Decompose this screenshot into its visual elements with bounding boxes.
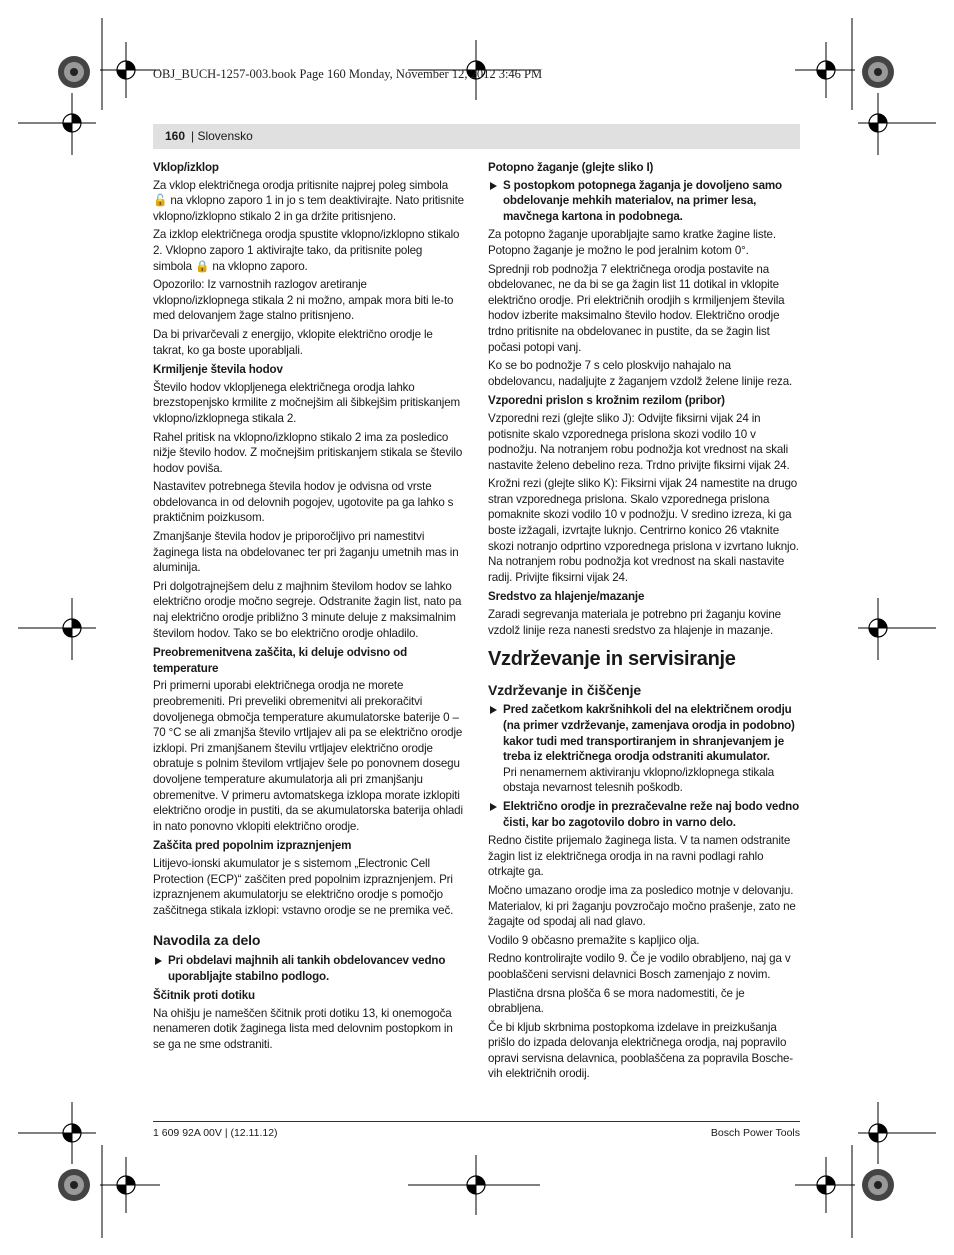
bullet-item: Pri obdelavi majhnih ali tankih obdelovancev vedno uporabljajte stabilno podlogo. (153, 953, 464, 984)
heading-zascita: Zaščita pred popolnim izpraznjenjem (153, 839, 352, 853)
paragraph: Zmanjšanje števila hodov je priporočljivo pri namestitvi žaginega lista na obdelovanec ter pri žaganju umetnih mas in aluminija. (153, 530, 459, 575)
paragraph: Sprednji rob podnožja 7 električnega orodja postavite na obdelovanec, ne da bi se ga žagin list 11 dotikal in vklopite električno orodje. Pri električnih orodjih s krmiljenjem števila hodov izberite maksimalno število hodov. Električno orodje trdno pritisnite na obdelovanec in pustite, da se žagin list počasi potopi vanj. (488, 262, 785, 354)
heading-vklop: Vklop/izklop (153, 161, 219, 174)
left-column (153, 156, 464, 1055)
footer-divider (153, 1121, 800, 1122)
heading-krmiljenje: Krmiljenje števila hodov (153, 363, 283, 377)
paragraph: Na ohišju je nameščen ščitnik proti dotiku 13, ki onemogoča nenameren dotik žaginega lista med delovnim postopkom in se ga ne sme odstraniti. (153, 1006, 453, 1051)
heading-potopno: Potopno žaganje (glejte sliko I) (488, 161, 654, 174)
bullet-triangle-icon (155, 957, 162, 965)
paragraph: Število hodov vklopljenega električnega orodja lahko brezstopenjsko krmilite z močnejšim ali šibkejšim pritiskanjem vklopno/izklopnega stikala 2. (153, 380, 461, 425)
heading-vzporedni: Vzporedni prislon s krožnim rezilom (pribor) (488, 394, 725, 408)
heading-preobremenitev: Preobremenitvena zaščita, ki deluje odvisno od temperature (153, 646, 408, 675)
paragraph: Vzporedni rezi (glejte sliko J): Odvijte fiksirni vijak 24 in potisnite skalo vzporednega prislona skozi vodilo 10 v podnožju. Na notranjem robu podnožja kot vrednost na skali nastavite želeno debelino reza. Trdno privijte fiksirni vijak 24. (488, 411, 790, 472)
bullet-triangle-icon (490, 706, 497, 714)
section-name: | Slovensko (191, 129, 253, 143)
paragraph: Vodilo 9 občasno premažite s kapljico olja. (488, 933, 700, 947)
paragraph: Za izklop električnega orodja spustite vklopno/izklopno stikalo 2. Vklopno zaporo 1 aktivirajte tako, da pritisnite poleg simbola 🔒 na vklopno zaporo. (153, 228, 460, 273)
paragraph: Močno umazano orodje ima za posledico motnje v delovanju. Materialov, ki pri žaganju povzročajo močno prašenje, zato ne žagajte od spodaj ali nad glavo. (488, 883, 796, 929)
footer-doc-id: 1 609 92A 00V | (12.11.12) (153, 1127, 278, 1139)
paragraph: Ko se bo podnožje 7 s celo ploskvijo nahajalo na obdelovancu, nadaljujte z žaganjem vzdolž želene linije reza. (488, 359, 793, 388)
paragraph: Za vklop električnega orodja pritisnite najprej poleg simbola 🔓 na vklopno zaporo 1 in jo s tem deaktivirajte. Nato pritisnite vklopno/izklopno stikalo 2 in ga držite pritisnjeno. (153, 178, 464, 223)
print-slug: OBJ_BUCH-1257-003.book Page 160 Monday, November 12, 2012 3:46 PM (153, 67, 543, 81)
bullet-item: S postopkom potopnega žaganja je dovoljeno samo obdelovanje mehkih materialov, na primer lesa, mavčnega kartona in podobnega. (488, 178, 799, 225)
right-column (488, 156, 799, 1085)
footer-brand: Bosch Power Tools (710, 1127, 800, 1139)
paragraph: Krožni rezi (glejte sliko K): Fiksirni vijak 24 namestite na drugo stran vzporednega prislona. Skalo vzporednega prislona pomaknite skozi vodilo 10 v podnožju. V sredino izreza, ki ga boste izžagali, izvrtajte luknjo. Centrirno konico 26 vtaknite skozi notranjo odprtino vzporednega prislona v izvrtano luknjo. Na notranjem robu podnožja kot vrednost na skali nastavite radij. Privijte fiksirni vijak 24. (488, 477, 799, 584)
heading-vzdrzevanje: Vzdrževanje in servisiranje (488, 648, 736, 671)
heading-ciscenje: Vzdrževanje in čiščenje (488, 681, 641, 698)
paragraph: Pri primerni uporabi električnega orodja ne morete preobremeniti. Pri preveliki obremenitvi ali prekoračitvi dovoljenega območja temperature akumulatorske baterije 0 – 70 °C se ali zmanjša število vrtljajev ali pa se električno orodje izklopi. Pri zmanjšanem številu vrtljajev električno orodje obratuje s polnim številom vrtljajev šele po ponovnem dosegu dovoljene temperature akumulatorja ali pri zmanjšanju obremenitve. V primeru avtomatskega izklopa morate izklopiti električno orodje in pustiti, da se akumulatorska baterija ohladi in nato ponovno vklopiti električno orodje. (153, 679, 463, 833)
bullet-triangle-icon (490, 803, 497, 811)
bullet-item: Električno orodje in prezračevalne reže naj bodo vedno čisti, kar bo zagotovilo dobro in varno delo. (488, 799, 799, 830)
heading-scitnik: Ščitnik proti dotiku (153, 989, 255, 1003)
paragraph: Pri dolgotrajnejšem delu z majhnim številom hodov se lahko električno orodje močno segreje. Odstranite žagin list, nato pa naj električno orodje približno 3 minute deluje z maksimalnim številom hodov. Tako se bo električno orodje ohladilo. (153, 579, 462, 640)
paragraph: Litijevo-ionski akumulator je s sistemom „Electronic Cell Protection (ECP)“ zaščiten pred popolnim izpraznjenjem. Pri izpraznjenem akumulatorju se električno orodje s pomočjo zaščitnega stikala izklopi: vstavno orodje se ne premika več. (153, 856, 454, 917)
paragraph: Opozorilo: Iz varnostnih razlogov aretiranje vklopno/izklopnega stikala 2 ni možno, ampak mora biti le-to med delovanjem žage stalno pritisnjeno. (153, 278, 454, 323)
bullet-item: Pred začetkom kakršnihkoli del na električnem orodju (na primer vzdrževanje, zamenjava orodja in podobno) kakor tudi med transportiranjem in shranjevanjem je treba iz električnega orodja odstraniti akumulator. Pri nenamernem aktiviranju vklopno/izklopnega stikala obstaja nevarnost telesnih poškodb. (488, 702, 799, 796)
bullet-triangle-icon (490, 182, 497, 190)
paragraph: Redno kontrolirajte vodilo 9. Če je vodilo obrabljeno, naj ga v pooblaščeni servisni delavnici Bosch zamenjajo z novim. (488, 952, 791, 981)
page-number: 160 (165, 129, 186, 143)
paragraph: Redno čistite prijemalo žaginega lista. V ta namen odstranite žagin list iz električnega orodja in na ravni podlagi rahlo otrkajte ga. (488, 834, 791, 879)
page-header (153, 124, 800, 149)
paragraph: Zaradi segrevanja materiala je potrebno pri žaganju kovine vzdolž linije reza nanesti sredstvo za hlajenje in mazanje. (488, 608, 781, 637)
paragraph: Če bi kljub skrbnima postopkoma izdelave in preizkušanja prišlo do izpada delovanja električnega orodja, naj popravilo opravi servisna delavnica, pooblaščena za popravila Bosche-vih električnih orodij. (488, 1020, 794, 1081)
paragraph: Da bi privarčevali z energijo, vklopite električno orodje le takrat, ko ga boste uporabljali. (153, 327, 433, 357)
paragraph: Za potopno žaganje uporabljajte samo kratke žagine liste. Potopno žaganje je možno le pod jeralnim kotom 0°. (488, 228, 776, 257)
heading-sredstvo: Sredstvo za hlajenje/mazanje (488, 590, 645, 604)
paragraph: Nastavitev potrebnega števila hodov je odvisna od vrste obdelovanca in od delovnih pogojev, ugotovite pa ga lahko s praktičnim poizkusom. (153, 480, 454, 525)
paragraph: Plastična drsna plošča 6 se mora nadomestiti, če je obrabljena. (488, 986, 745, 1016)
paragraph: Rahel pritisk na vklopno/izklopno stikalo 2 ima za posledico nižje število hodov. Z močnejšim pritiskanjem stikala se število hodov poviša. (153, 430, 463, 475)
heading-navodila: Navodila za delo (153, 932, 261, 949)
